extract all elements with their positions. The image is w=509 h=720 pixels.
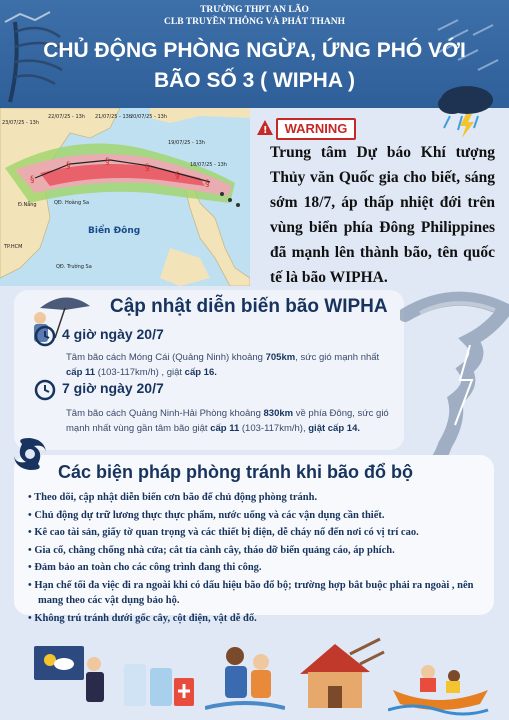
clock-icon (34, 325, 56, 347)
storm-track-map (0, 108, 250, 286)
svg-text:22/07/25 - 13h: 22/07/25 - 13h (48, 114, 85, 120)
clock-icon (34, 379, 56, 401)
list-item: • Chủ động dự trữ lương thực thực phẩm, nước uống và các vận dụng cần thiết. (26, 508, 496, 524)
svg-text:§: § (205, 179, 210, 189)
event-time: 7 giờ ngày 20/7 (62, 380, 164, 396)
svg-text:18/07/25 - 13h: 18/07/25 - 13h (190, 162, 227, 168)
list-item: • Gia cố, chằng chống nhà cửa; cắt tỉa cành cây, tháo dỡ biển quảng cáo, áp phích. (26, 543, 496, 559)
svg-text:Biển Đông: Biển Đông (88, 226, 141, 236)
svg-text:§: § (145, 163, 150, 173)
svg-text:Đ.Nẵng: Đ.Nẵng (18, 202, 37, 208)
list-item: • Không trú tránh dưới gốc cây, cột điện, vật dễ đổ. (26, 611, 496, 627)
svg-text:21/07/25 - 13h: 21/07/25 - 13h (95, 114, 132, 120)
svg-text:§: § (66, 161, 71, 171)
storm-cloud-icon (432, 78, 498, 140)
rescue-boat-illustration (388, 650, 493, 718)
svg-text:20/07/25 - 13h: 20/07/25 - 13h (130, 114, 167, 120)
list-item: • Đảm bảo an toàn cho các công trình đang thi công. (26, 560, 496, 576)
svg-text:§: § (105, 157, 110, 167)
update-title: Cập nhật diễn biến bão WIPHA (110, 296, 388, 317)
damaged-house-illustration (290, 634, 385, 718)
svg-text:§: § (175, 171, 180, 181)
svg-text:QĐ. Hoàng Sa: QĐ. Hoàng Sa (54, 200, 90, 206)
footer-illustrations (0, 620, 509, 720)
list-item: • Theo dõi, cập nhật diễn biến cơn bão để chủ động phòng tránh. (26, 490, 496, 506)
list-item: • Kê cao tài sản, giấy tờ quan trọng và các thiết bị điện, dễ cháy nổ đến nơi có vị trí cao. (26, 525, 496, 541)
hurricane-icon (8, 432, 52, 476)
weather-forecast-illustration (30, 642, 110, 712)
measures-list (26, 490, 496, 628)
event-description: Tâm bão cách Quảng Ninh-Hải Phòng khoảng 830km về phía Đông, sức gió mạnh nhất vùng gần tâm bão giật cấp 11 (103-117km/h), giật cấp 14. (66, 408, 389, 434)
event-description: Tâm bão cách Móng Cái (Quảng Ninh) khoảng 705km, sức gió mạnh nhất cấp 11 (103-117km/h) , giật cấp 16. (66, 352, 380, 378)
measures-title: Các biện pháp phòng tránh khi bão đổ bộ (58, 462, 413, 482)
tornado-illustration (400, 285, 509, 475)
svg-text:QĐ. Trường Sa: QĐ. Trường Sa (56, 264, 92, 270)
svg-text:TP.HCM: TP.HCM (4, 244, 23, 250)
supplies-illustration (118, 644, 198, 714)
svg-text:23/07/25 - 13h: 23/07/25 - 13h (2, 120, 39, 126)
svg-text:§: § (30, 175, 35, 185)
warning-text: Trung tâm Dự báo Khí tượng Thủy văn Quốc gia cho biết, sáng sớm 18/7, áp thấp nhiệt đới trên vùng biển phía Đông Philippines đã mạnh lên thành bão, tên quốc tế là bão WIPHA. (270, 144, 495, 286)
list-item: • Hạn chế tối đa việc đi ra ngoài khi có dấu hiệu bão đổ bộ; trường hợp bắt buộc phải ra ngoài , nên mang theo các vật dụng bảo hộ. (26, 578, 496, 609)
svg-text:!: ! (263, 125, 268, 136)
school-name: TRƯỜNG THPT AN LÃO CLB TRUYỀN THÔNG VÀ PHÁT THANH (164, 5, 345, 27)
svg-text:19/07/25 - 13h: 19/07/25 - 13h (168, 140, 205, 146)
page-title: CHỦ ĐỘNG PHÒNG NGỪA, ỨNG PHÓ VỚI BÃO SỐ 3 ( WIPHA ) (43, 39, 466, 92)
people-illustration (205, 638, 285, 714)
event-time: 4 giờ ngày 20/7 (62, 326, 164, 342)
warning-badge: WARNING (276, 118, 356, 140)
warning-triangle-icon (256, 119, 274, 136)
